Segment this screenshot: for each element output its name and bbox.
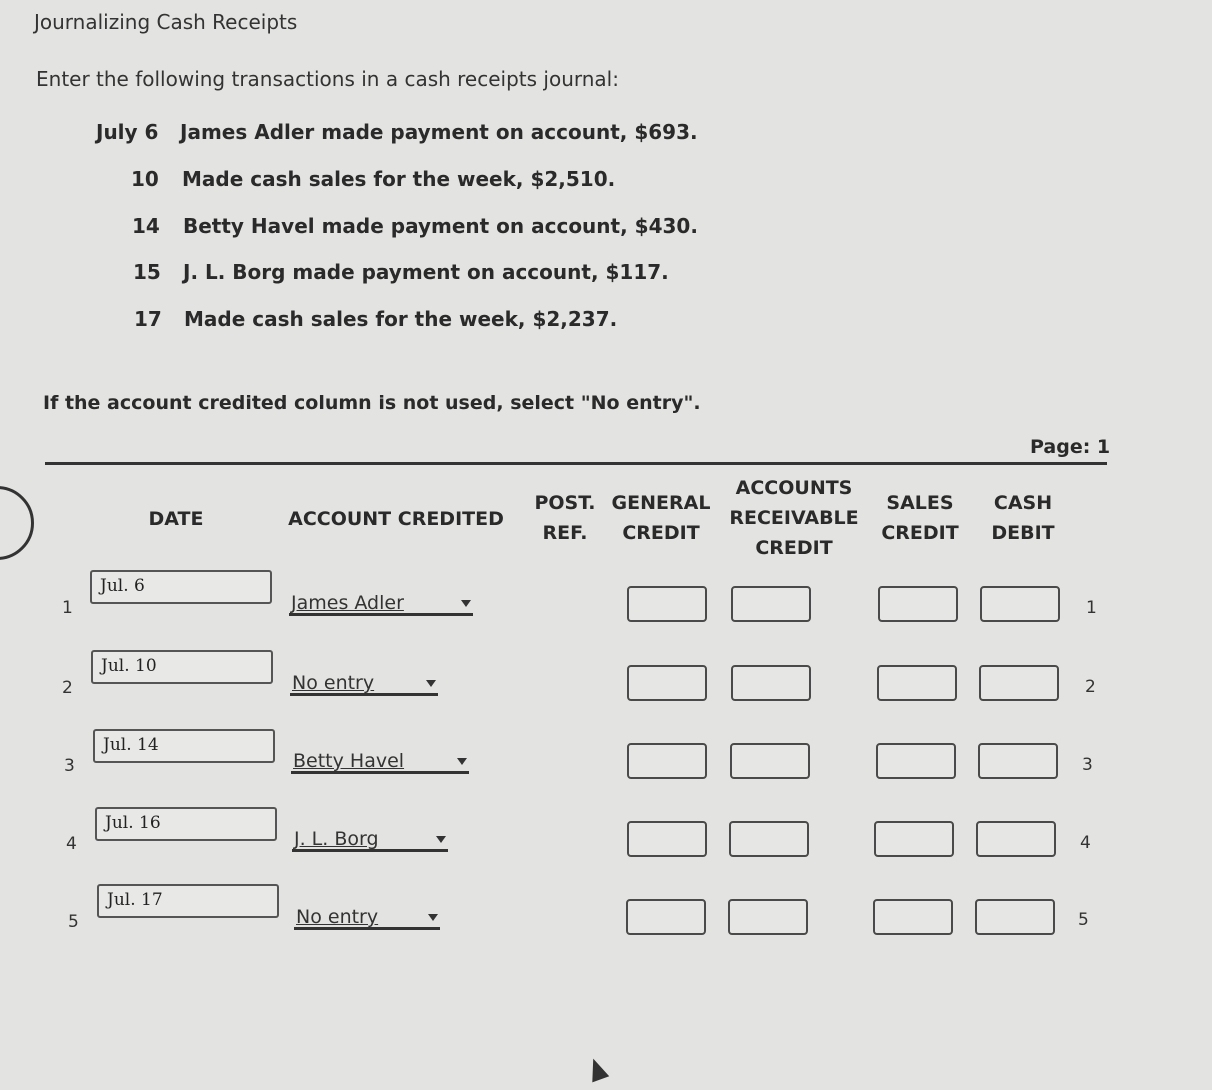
date-input[interactable]: Jul. 10 xyxy=(91,650,273,684)
general-credit-input[interactable] xyxy=(627,665,707,701)
date-input[interactable]: Jul. 16 xyxy=(95,807,277,841)
date-input[interactable]: Jul. 14 xyxy=(93,729,275,763)
account-credited-select[interactable]: No entry xyxy=(290,672,438,696)
chevron-down-icon xyxy=(457,758,467,765)
transaction-date: 17 xyxy=(134,307,162,331)
chevron-down-icon xyxy=(428,914,438,921)
header-accounts-receivable-credit: ACCOUNTS RECEIVABLE CREDIT xyxy=(729,477,859,559)
transaction-date: 15 xyxy=(133,260,161,284)
instruction-note: If the account credited column is not used, select "No entry". xyxy=(43,392,701,414)
transaction-text: J. L. Borg made payment on account, $117. xyxy=(183,260,669,284)
header-cash-debit: CASH DEBIT xyxy=(991,492,1055,544)
account-credited-select[interactable]: No entry xyxy=(294,906,440,930)
ar-credit-input[interactable] xyxy=(731,665,811,701)
cash-debit-input[interactable] xyxy=(976,821,1056,857)
ar-credit-input[interactable] xyxy=(730,743,810,779)
row-number-right: 4 xyxy=(1080,833,1091,853)
transaction-text: Betty Havel made payment on account, $430. xyxy=(183,214,698,238)
row-number: 5 xyxy=(68,912,79,932)
row-number-right: 2 xyxy=(1085,677,1096,697)
cash-debit-input[interactable] xyxy=(975,899,1055,935)
cash-debit-input[interactable] xyxy=(979,665,1059,701)
cash-debit-input[interactable] xyxy=(980,586,1060,622)
transaction-date: 10 xyxy=(131,167,159,191)
ar-credit-input[interactable] xyxy=(728,899,808,935)
chevron-down-icon xyxy=(461,600,471,607)
nav-circle-button[interactable] xyxy=(0,486,34,560)
row-number-right: 1 xyxy=(1086,598,1097,618)
page-title: Journalizing Cash Receipts xyxy=(34,10,298,34)
mouse-cursor-icon xyxy=(585,1056,609,1083)
general-credit-input[interactable] xyxy=(627,743,707,779)
general-credit-input[interactable] xyxy=(627,586,707,622)
account-credited-select[interactable]: Betty Havel xyxy=(291,750,469,774)
date-input[interactable]: Jul. 17 xyxy=(97,884,279,918)
ar-credit-input[interactable] xyxy=(731,586,811,622)
transaction-date: 14 xyxy=(132,214,160,238)
header-general-credit: GENERAL CREDIT xyxy=(611,492,711,544)
transaction-text: Made cash sales for the week, $2,237. xyxy=(184,307,618,331)
cash-debit-input[interactable] xyxy=(978,743,1058,779)
row-number: 2 xyxy=(62,678,73,698)
general-credit-input[interactable] xyxy=(626,899,706,935)
row-number: 1 xyxy=(62,598,73,618)
sales-credit-input[interactable] xyxy=(873,899,953,935)
instruction-text: Enter the following transactions in a cash receipts journal: xyxy=(36,67,619,91)
sales-credit-input[interactable] xyxy=(876,743,956,779)
header-date: DATE xyxy=(148,508,204,530)
transaction-text: Made cash sales for the week, $2,510. xyxy=(182,167,616,191)
transaction-text: James Adler made payment on account, $693. xyxy=(180,120,698,144)
transaction-date: July 6 xyxy=(96,120,159,144)
chevron-down-icon xyxy=(426,680,436,687)
ar-credit-input[interactable] xyxy=(729,821,809,857)
sales-credit-input[interactable] xyxy=(878,586,958,622)
row-number: 3 xyxy=(64,756,75,776)
account-credited-select[interactable]: James Adler xyxy=(289,592,473,616)
page-number: Page: 1 xyxy=(1030,436,1111,458)
account-credited-select[interactable]: J. L. Borg xyxy=(292,828,448,852)
row-number-right: 3 xyxy=(1082,755,1093,775)
general-credit-input[interactable] xyxy=(627,821,707,857)
row-number: 4 xyxy=(66,834,77,854)
header-divider xyxy=(45,462,1107,465)
sales-credit-input[interactable] xyxy=(877,665,957,701)
header-post-ref: POST. REF. xyxy=(534,492,596,544)
chevron-down-icon xyxy=(436,836,446,843)
date-input[interactable]: Jul. 6 xyxy=(90,570,272,604)
sales-credit-input[interactable] xyxy=(874,821,954,857)
header-account-credited: ACCOUNT CREDITED xyxy=(288,508,504,530)
row-number-right: 5 xyxy=(1078,910,1089,930)
header-sales-credit: SALES CREDIT xyxy=(881,492,959,544)
